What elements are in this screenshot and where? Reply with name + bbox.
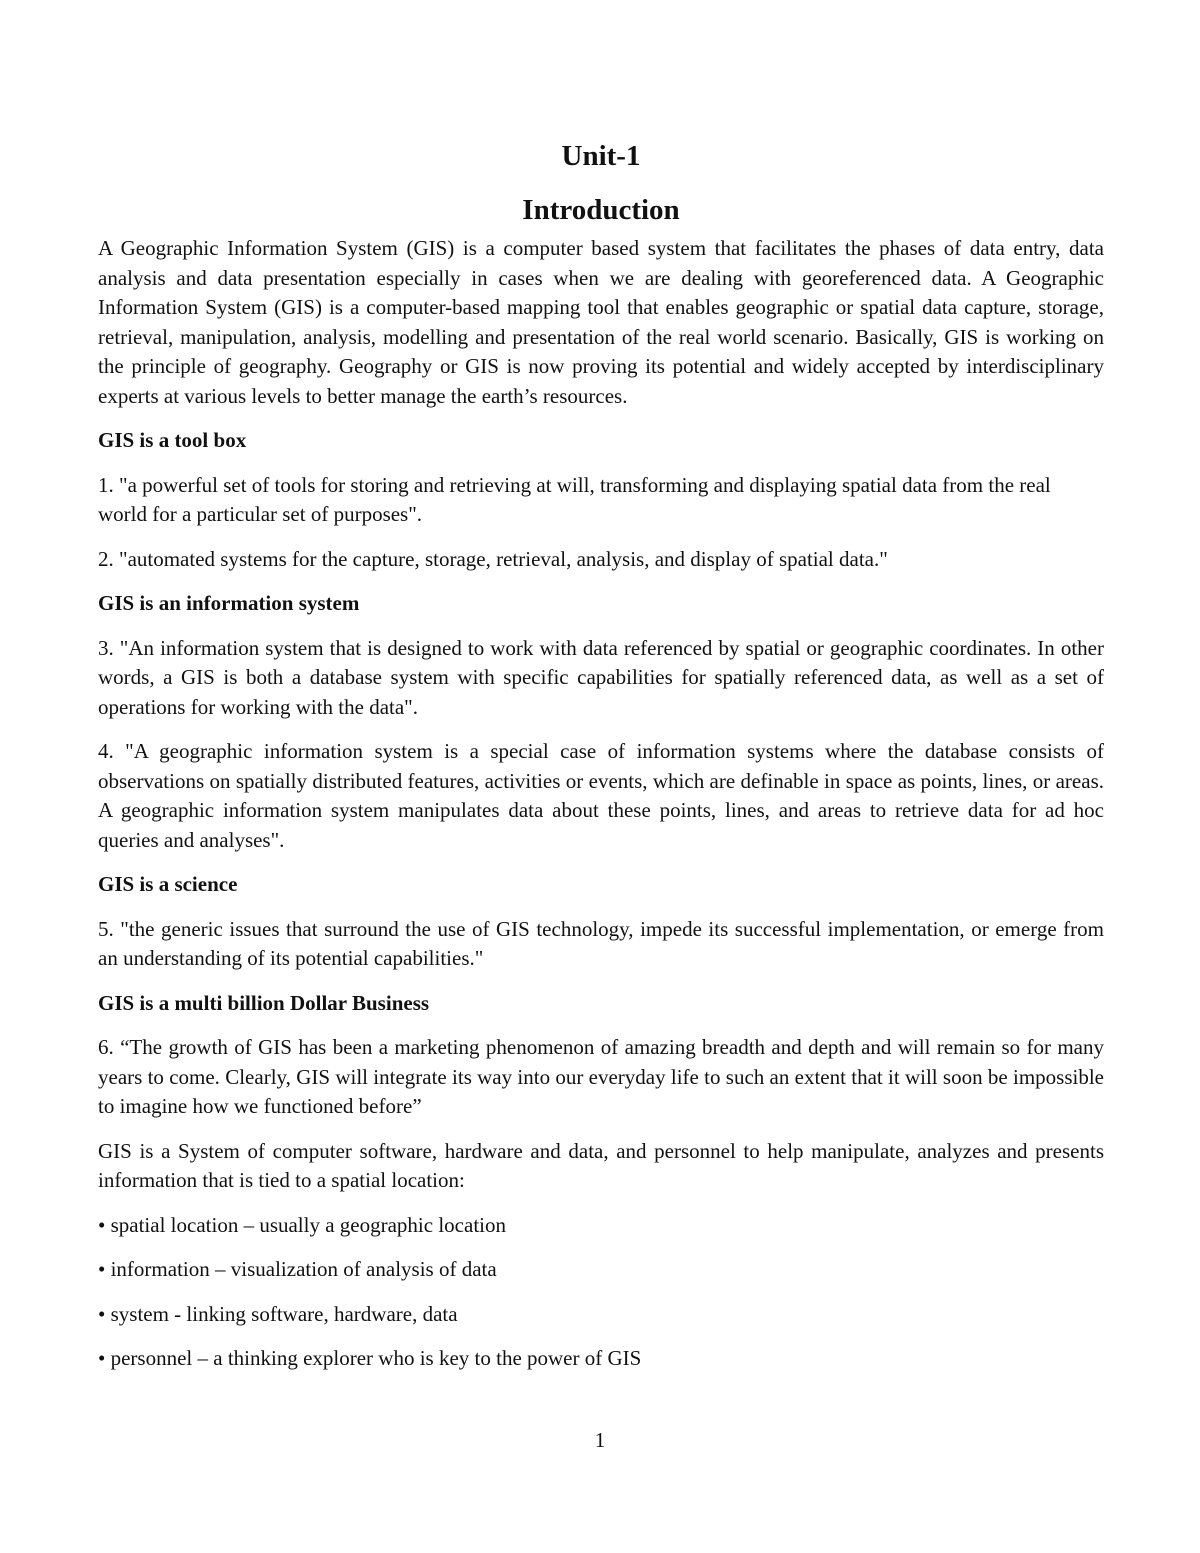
page-number: 1: [594, 1428, 606, 1452]
bullet-item-personnel: • personnel – a thinking explorer who is key to the power of GIS: [98, 1346, 642, 1370]
system-paragraph: GIS is a System of computer software, hardware and data, and personnel to help manipulate, analyzes and presents information that is tied to a spatial location:: [98, 1138, 1104, 1192]
heading-business: GIS is a multi billion Dollar Business: [98, 990, 430, 1015]
heading-information-system: GIS is an information system: [98, 591, 360, 615]
unit-title: Unit-1: [561, 140, 641, 172]
definition-item-5: 5. "the generic issues that surround the use of GIS technology, impede its successful implementation, or emerge from an understanding of its potential capabilities.": [98, 916, 1104, 970]
definition-item-3: 3. "An information system that is designed to work with data referenced by spatial or geographic coordinates. In other words, a GIS is both a database system with specific capabilities for spatially referenced data, as well as a set of operations for working with the data".: [98, 635, 1104, 719]
intro-paragraph: A Geographic Information System (GIS) is a computer based system that facilitates the phases of data entry, data analysis and data presentation especially in cases when we are dealing with georeferenced data. A Geographic Information System (GIS) is a computer-based mapping tool that enables geographic or spatial data capture, storage, retrieval, manipulation, analysis, modelling and presentation of the real world scenario. Basically, GIS is working on the principle of geography. Geography or GIS is now proving its potential and widely accepted by interdisciplinary experts at various levels to better manage the earth’s resources.: [98, 236, 1104, 408]
definition-item-1: 1. "a powerful set of tools for storing and retrieving at will, transforming and displaying spatial data from the real world for a particular set of purposes".: [98, 472, 1051, 526]
definition-item-4: 4. "A geographic information system is a special case of information systems where the database consists of observations on spatially distributed features, activities or events, which are definable in space as points, lines, or areas. A geographic information system manipulates data about these points, lines, and areas to retrieve data for ad hoc queries and analyses".: [98, 739, 1104, 852]
definition-item-2: 2. "automated systems for the capture, storage, retrieval, analysis, and display of spatial data.": [98, 546, 888, 571]
bullet-item-information: • information – visualization of analysis of data: [98, 1257, 497, 1281]
definition-item-6: 6. “The growth of GIS has been a marketing phenomenon of amazing breadth and depth and will remain so for many years to come. Clearly, GIS will integrate its way into our everyday life to such an extent that it will soon be impossible to imagine how we functioned before”: [98, 1035, 1104, 1118]
section-title: Introduction: [522, 194, 680, 226]
bullet-item-system: • system - linking software, hardware, data: [98, 1301, 458, 1326]
heading-tool-box: GIS is a tool box: [98, 428, 247, 452]
bullet-item-spatial-location: • spatial location – usually a geographic location: [98, 1212, 506, 1237]
heading-science: GIS is a science: [98, 872, 238, 896]
document-page: [98, 136, 1104, 1374]
